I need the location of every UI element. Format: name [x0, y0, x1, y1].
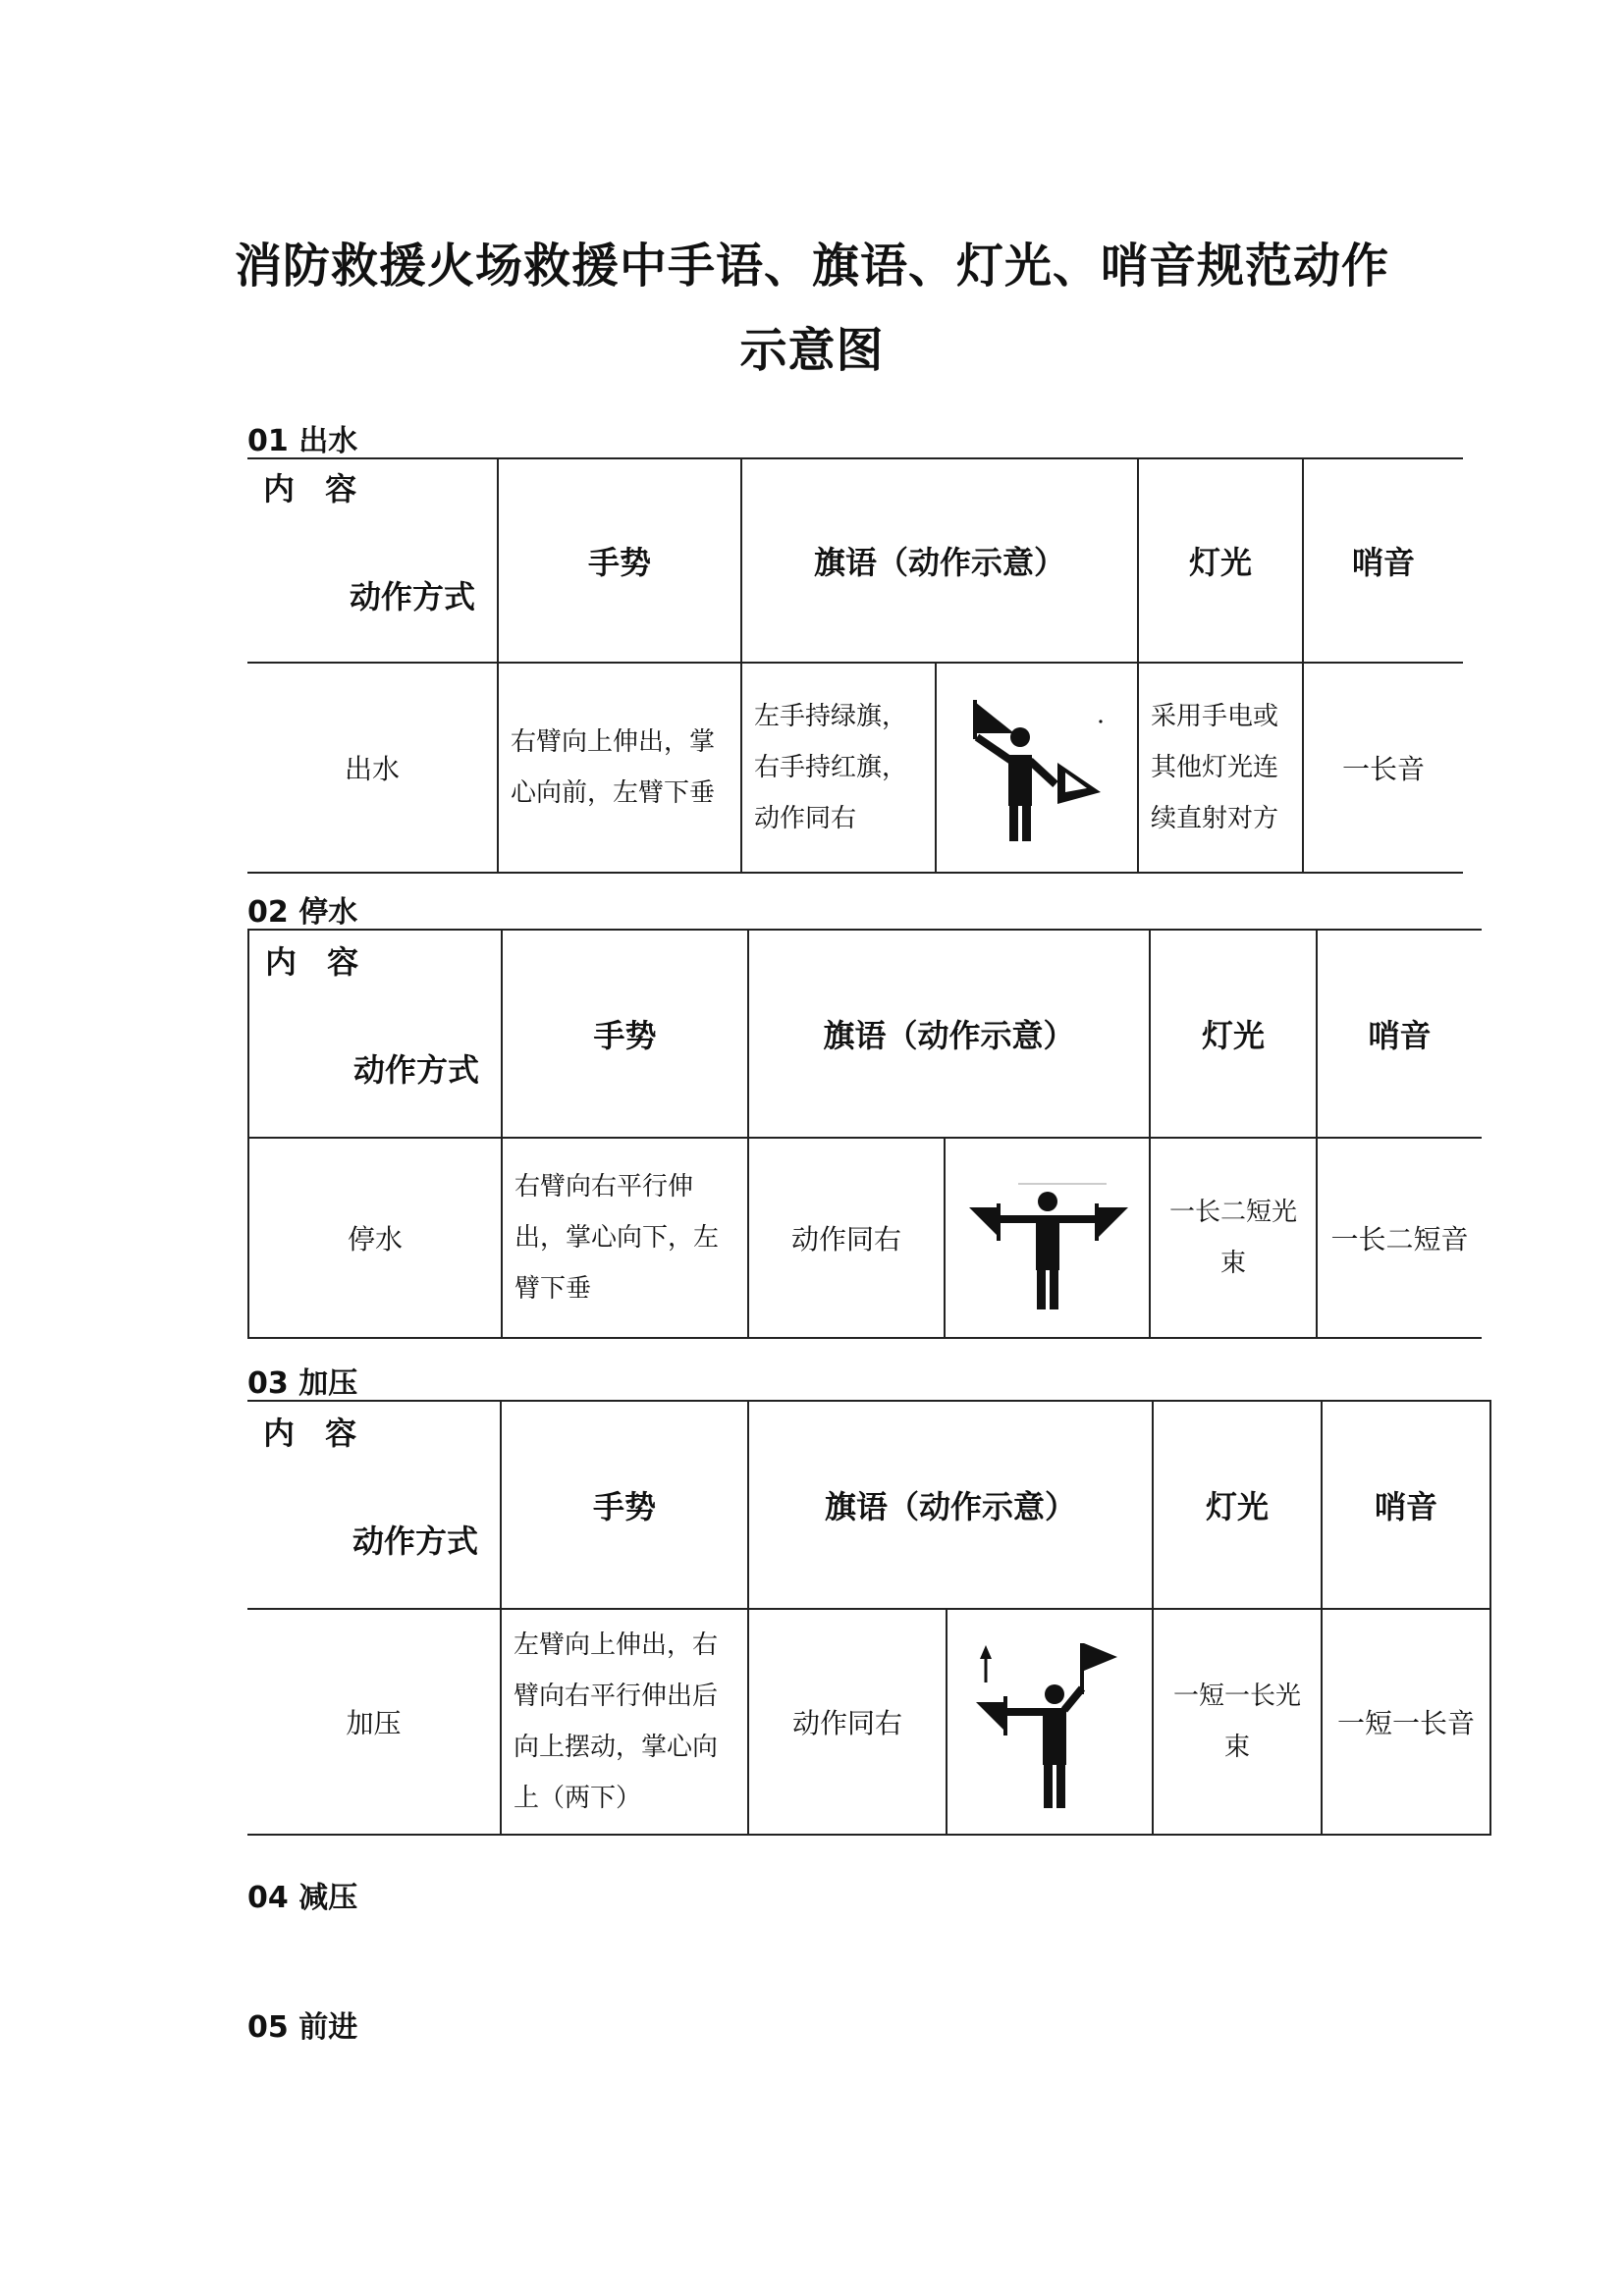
corner-header-bottom: 内 容	[265, 943, 369, 981]
corner-header-top: 动作方式	[349, 578, 475, 615]
flag-figure-cell	[945, 1138, 1150, 1338]
row-name: 出水	[247, 663, 498, 873]
flag-description: 动作同右	[748, 1609, 947, 1835]
flag-figure-cell	[936, 663, 1138, 873]
flag-description	[741, 663, 936, 873]
flag-right-arm-up-figure-icon	[953, 694, 1120, 841]
light-line: 采用手电或	[1151, 702, 1279, 731]
section-heading-05: 05 前进	[247, 2010, 358, 2045]
flag-line: 左手持绿旗，	[754, 702, 908, 731]
signal-table-02	[247, 929, 1482, 1339]
corner-header-cell	[247, 458, 498, 663]
whistle-value: 一短一长音	[1322, 1609, 1490, 1835]
light-description	[1153, 1609, 1322, 1835]
light-line: 束	[1220, 1249, 1247, 1278]
section-heading-02: 02 停水	[247, 895, 358, 930]
light-line: 一长二短光	[1169, 1198, 1298, 1227]
row-name: 加压	[247, 1609, 501, 1835]
header-flag: 旗语（动作示意）	[741, 458, 1138, 663]
gesture-line: 心向前，左臂下垂	[511, 778, 716, 808]
light-line: 续直射对方	[1151, 804, 1279, 833]
header-flag: 旗语（动作示意）	[748, 930, 1150, 1138]
light-description	[1138, 663, 1303, 873]
gesture-line: 上（两下）	[514, 1784, 642, 1813]
flag-swing-up-figure-icon	[966, 1633, 1133, 1810]
corner-header-bottom: 内 容	[263, 470, 367, 507]
corner-header-bottom: 内 容	[263, 1415, 367, 1452]
flag-figure-cell	[947, 1609, 1153, 1835]
gesture-description	[501, 1609, 748, 1835]
light-line: 束	[1224, 1733, 1251, 1762]
header-whistle: 哨音	[1317, 930, 1482, 1138]
header-light: 灯光	[1138, 458, 1303, 663]
gesture-line: 出，掌心向下，左	[514, 1223, 720, 1253]
gesture-line: 右臂向上伸出，掌	[511, 727, 716, 757]
corner-header-top: 动作方式	[352, 1522, 478, 1560]
row-name: 停水	[248, 1138, 502, 1338]
flag-line: 右手持红旗，	[754, 753, 908, 782]
section-heading-03: 03 加压	[247, 1366, 358, 1401]
gesture-line: 向上摆动，掌心向	[514, 1733, 719, 1762]
header-gesture: 手势	[498, 458, 741, 663]
flag-line: 动作同右	[754, 804, 857, 833]
header-gesture: 手势	[501, 1401, 748, 1609]
gesture-description	[502, 1138, 748, 1338]
gesture-line: 左臂向上伸出，右	[514, 1630, 719, 1660]
corner-header-cell	[248, 930, 502, 1138]
light-description	[1150, 1138, 1317, 1338]
page-title-line-2: 示意图	[739, 323, 885, 378]
gesture-line: 臂下垂	[514, 1274, 592, 1304]
whistle-value: 一长二短音	[1317, 1138, 1482, 1338]
page-title-line-1: 消防救援火场救援中手语、旗语、灯光、哨音规范动作	[234, 239, 1389, 294]
flag-arms-horizontal-figure-icon	[959, 1164, 1136, 1311]
gesture-line: 右臂向右平行伸	[514, 1172, 694, 1201]
header-whistle: 哨音	[1322, 1401, 1490, 1609]
section-heading-04: 04 减压	[247, 1881, 358, 1915]
whistle-value: 一长音	[1303, 663, 1463, 873]
header-whistle: 哨音	[1303, 458, 1463, 663]
signal-table-01	[247, 457, 1463, 874]
gesture-line: 臂向右平行伸出后	[514, 1682, 719, 1711]
light-line: 一短一长光	[1173, 1682, 1302, 1711]
corner-header-cell	[247, 1401, 501, 1609]
header-flag: 旗语（动作示意）	[748, 1401, 1153, 1609]
signal-table-03	[247, 1400, 1491, 1836]
flag-description: 动作同右	[748, 1138, 945, 1338]
corner-header-top: 动作方式	[352, 1051, 479, 1089]
header-light: 灯光	[1153, 1401, 1322, 1609]
header-light: 灯光	[1150, 930, 1317, 1138]
gesture-description	[498, 663, 741, 873]
light-line: 其他灯光连	[1151, 753, 1279, 782]
section-heading-01: 01 出水	[247, 424, 358, 458]
header-gesture: 手势	[502, 930, 748, 1138]
